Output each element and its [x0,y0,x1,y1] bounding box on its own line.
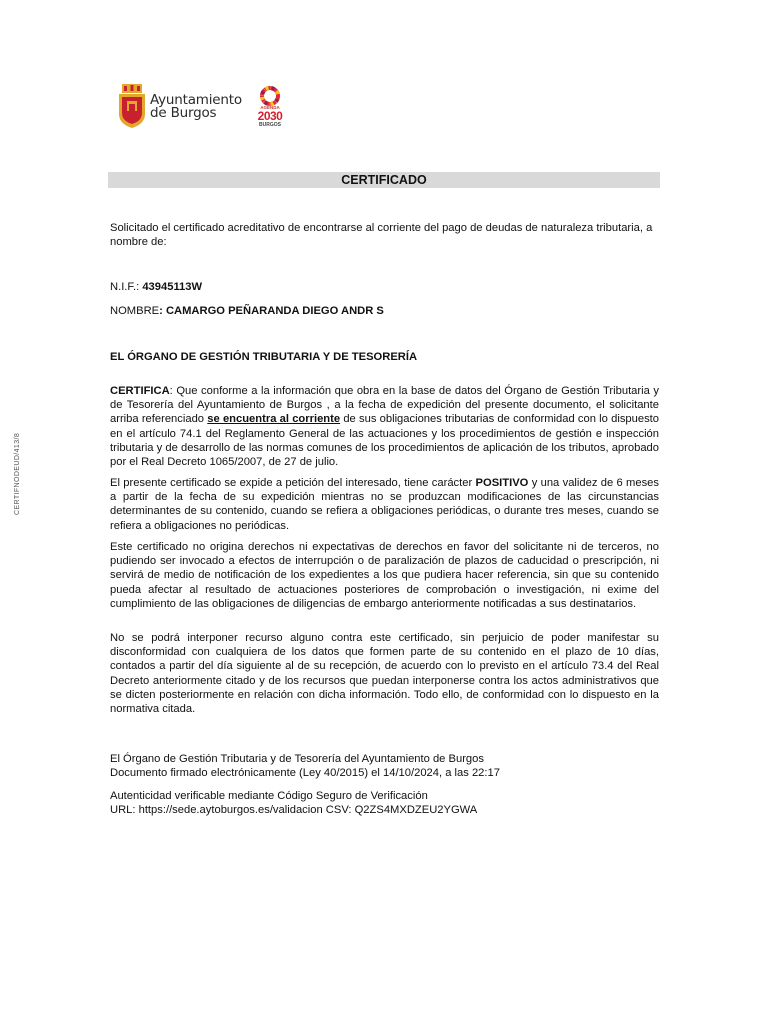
appeal-paragraph: No se podrá interponer recurso alguno contra este certificado, sin perjuicio de poder manifestar su disconformidad con cualquiera de los datos que formen parte de su contenido en el plazo de 10 días, contados a partir del día siguiente al de su recepción, de acuerdo con lo previsto en el artículo 73.4 del Real Decreto anteriormente citado y de los recursos que puedan interponerse contra los actos administrativos que se dicten posteriormente en relación con dicha información. Todo ello, de conformidad con lo dispuesto en la normativa citada. [110,632,659,716]
nombre-line [110,304,659,318]
validity-paragraph [110,476,659,533]
ayuntamiento-line2: de Burgos [150,105,217,121]
rights-paragraph: Este certificado no origina derechos ni expectativas de derechos en favor del solicitante ni de terceros, no pudiendo ser invocado a efectos de interrupción o de paralización de plazos de caducidad o prescripción, ni servirá de medio de notificación de los expedientes a los que pudiera hacer referencia, sin que su contenido pueda afectar al resultado de actuaciones posteriores de comprobación o investigación, ni exime del cumplimiento de las obligaciones de diligencias de embargo anteriormente notificadas a sus destinatarios. [110,541,659,610]
status-underlined: se encuentra al corriente [207,413,341,426]
agenda-line2: 2030 [257,109,283,123]
certifica-text-1: : Que conforme a la información que obra en la base de datos del Órgano de Gestión Tributaria y de Tesorería del Ayuntamiento de Burgos , a la fecha de expedición del presente documento, el solicitante arriba referenciado [110,385,659,426]
verification-line1: Autenticidad verificable mediante Código Seguro de Verificación [110,790,428,802]
organ-heading: EL ÓRGANO DE GESTIÓN TRIBUTARIA Y DE TESORERÍA [110,351,418,363]
nif-label: N.I.F.: [110,281,143,293]
sdg-wheel-icon [260,86,280,106]
ayuntamiento-line1: Ayuntamiento [150,92,242,108]
validity-text-2: y una validez de 6 meses a partir de la fecha de su expedición mientras no se produzcan modificaciones de las circunstancias determinantes de su contenido, cuando se refiera a obligaciones periódicas, o durante tres meses, cuando se refiera a obligaciones no periódicas. [110,477,659,532]
agenda-line1: AGENDA [260,105,280,110]
certifica-paragraph [110,384,659,469]
signature-line1: El Órgano de Gestión Tributaria y de Tesorería del Ayuntamiento de Burgos [110,753,484,765]
nombre-label: NOMBRE [110,305,160,317]
agenda-line3: BURGOS [259,122,281,128]
page-title: CERTIFICADO [341,173,427,187]
certifica-text-2: de sus obligaciones tributarias de conformidad con lo dispuesto en el artículo 74.1 del Reglamento General de las actuaciones y los procedimientos de gestión e inspección tributaria y de desarrollo de las normas comunes de los procedimientos de aplicación de los tributos, aprobado por el Real Decreto 1065/2007, de 27 de julio. [110,413,659,469]
nombre-value: : CAMARGO PEÑARANDA DIEGO ANDR S [159,305,384,317]
title-bar [108,172,660,188]
agenda-2030-logo [254,86,286,132]
certifica-label: CERTIFICA [110,385,170,397]
side-document-code: CERTIFNODEUD/413/8 [14,432,21,515]
verification-block [110,789,659,817]
signature-block [110,752,659,780]
positive-label: POSITIVO [475,477,529,489]
validity-text-1: El presente certificado se expide a petición del interesado, tiene carácter [110,477,476,489]
intro-paragraph: Solicitado el certificado acreditativo de encontrarse al corriente del pago de deudas de naturaleza tributaria, a nombre de: [110,222,653,249]
nif-line [110,280,659,294]
verification-url[interactable]: URL: https://sede.aytoburgos.es/validacion CSV: Q2ZS4MXDZEU2YGWA [110,804,478,817]
signature-line2: Documento firmado electrónicamente (Ley 40/2015) el 14/10/2024, a las 22:17 [110,767,500,780]
ayuntamiento-logo-text [150,94,242,120]
nif-value: 43945113W [142,281,203,293]
burgos-shield-icon [118,84,146,128]
header-logos [118,84,298,132]
